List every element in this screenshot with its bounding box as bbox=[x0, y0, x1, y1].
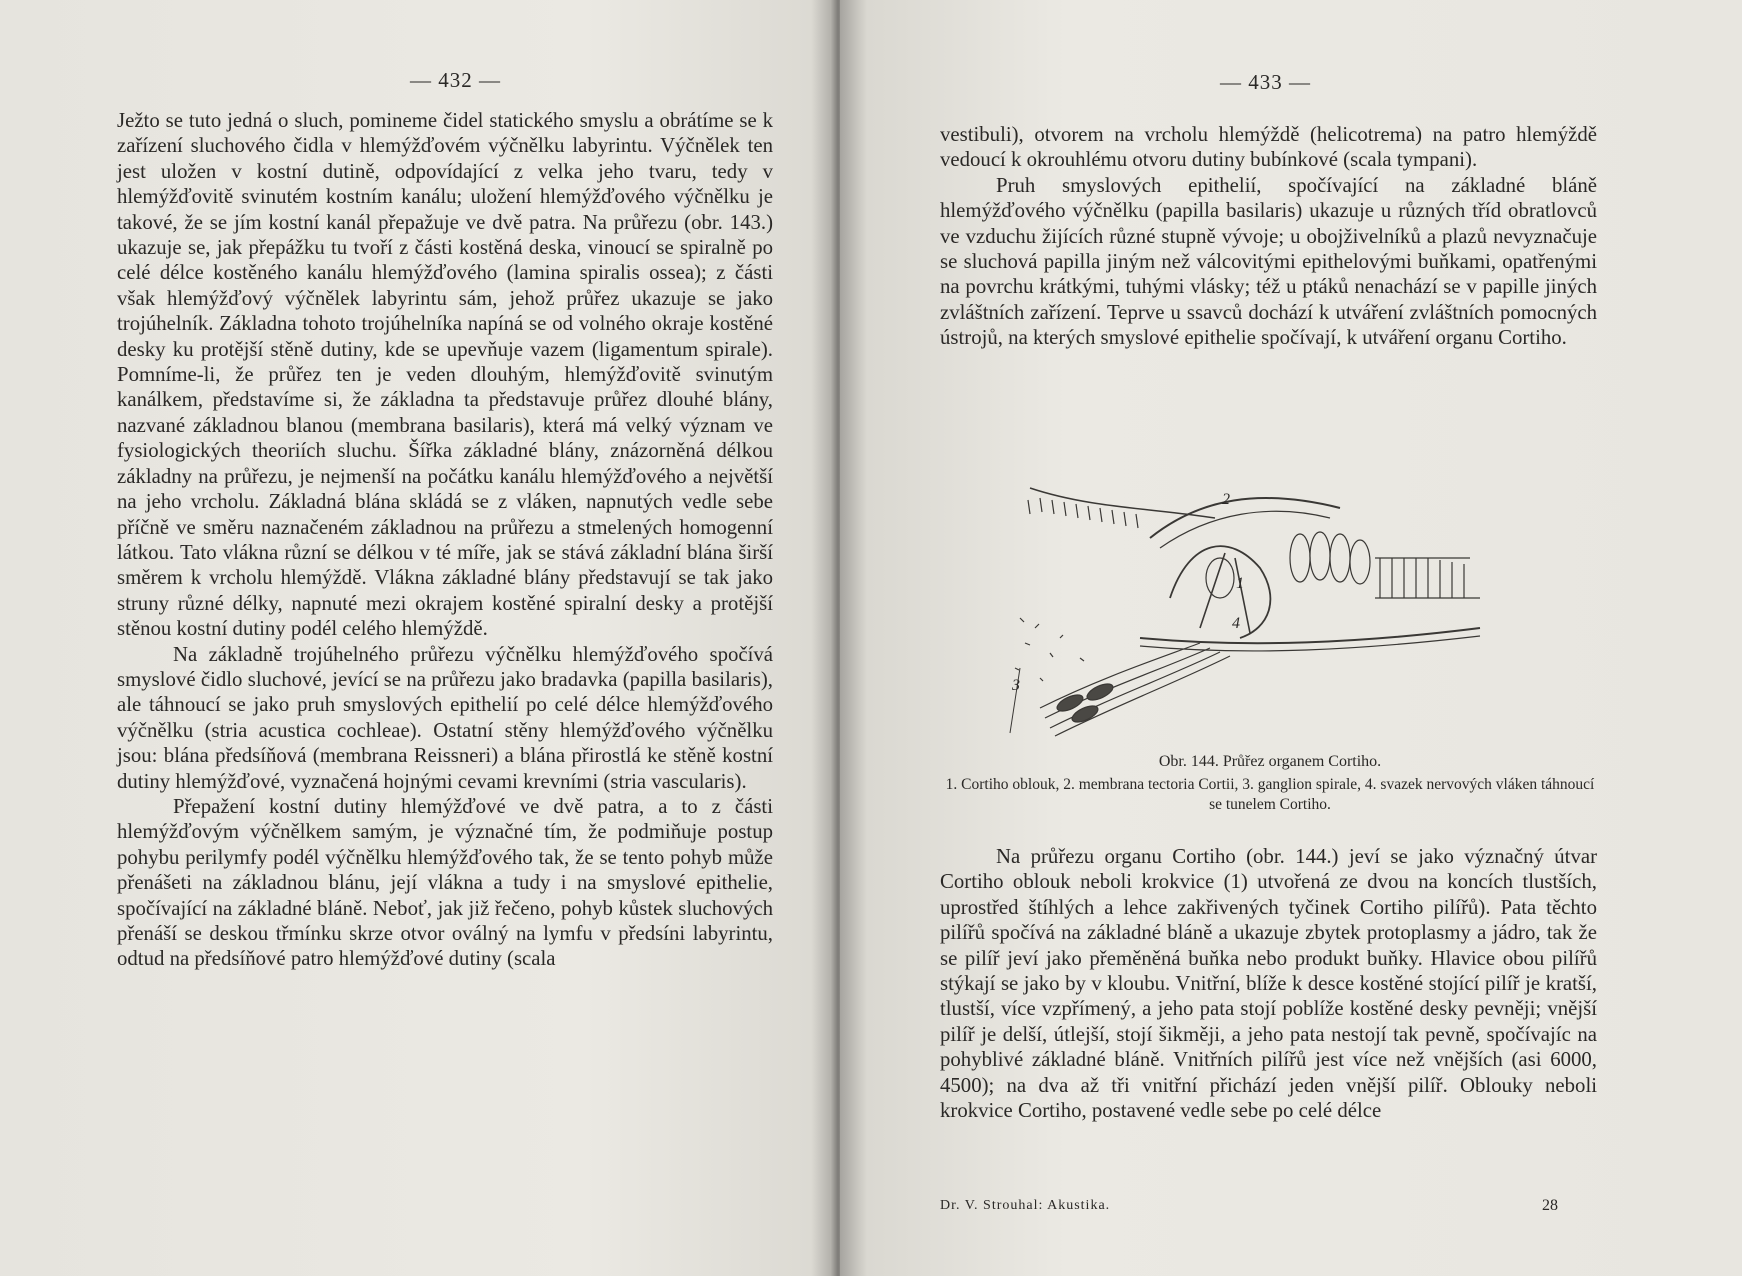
paragraph: Přepažení kostní dutiny hlemýžďové ve dvě patra, a to z části hlemýžďovým výčnělkem samým, je význačné tím, že podmiňuje postup pohybu perilymfy podél výčnělku hlemýžďového tak, že se tento pohyb může přenášeti na základnou blánu, její vlákna a tudy i na smyslové epithelie, spočívající na základné bláně. Neboť, jak již řečeno, pohyb kůstek sluchových přenáší se deskou třmínku skrze otvor oválný na lymfu v předsíni labyrintu, odtud na předsíňové patro hlemýžďové dutiny (scala bbox=[117, 794, 773, 971]
figure-caption-title: Obr. 144. Průřez organem Cortiho. bbox=[1158, 753, 1382, 770]
footer-author: Dr. V. Strouhal: Akustika. bbox=[940, 1198, 1111, 1213]
figure-label-3: 3 bbox=[1012, 677, 1020, 694]
page-number-left: — 432 — bbox=[410, 68, 501, 92]
paragraph: Pruh smyslových epithelií, spočívající na základné bláně hlemýžďového výčnělku (papilla basilaris) ukazuje u různých tříd obratlovců ve vzduchu žijících různé stupně vývoje; u obojživelníků a plazů nevyznačuje se sluchová papilla jiným než válcovitými epithelovými buňkami, opatřenými na povrchu krátkými, tuhými vlásky; též u ptáků nenachází se v papille jiných zvláštních zařízení. Teprve u ssavců dochází k utváření zvláštních pomocných ústrojů, na kterých smyslové epithelie spočívají, k utváření organu Cortiho. bbox=[940, 173, 1597, 350]
figure-label-4: 4 bbox=[1232, 615, 1240, 632]
figure-label-1: 1 bbox=[1236, 575, 1244, 592]
paragraph: Ježto se tuto jedná o sluch, pomineme čidel statického smyslu a obrátíme se k zařízení sluchového čidla v hlemýžďovém výčnělku labyrintu. Výčnělek ten jest uložen v kostní dutině, odpovídající z velka jeho tvaru, tedy v hlemýžďovitě svinutém kostním kanálu; uložení hlemýžďového výčnělku je takové, že se jím kostní kanál přepažuje ve dvě patra. Na průřezu (obr. 143.) ukazuje se, jak přepážku tu tvoří z části kostěná deska, vinoucí se spiralně po celé délce kostěného kanálu hlemýžďového (lamina spiralis ossea); z části však hlemýžďový výčnělek labyrintu sám, jehož průřez ukazuje se jako trojúhelník. Základna tohoto trojúhelníka napíná se od volného okraje kostěné desky ku protější stěně dutiny, kde se upevňuje vazem (ligamentum spirale). Pomníme-li, že průřez ten je veden dlouhým, hlemýžďovitě svinutým kanálkem, představíme si, že základna ta představuje průřez dlouhé blány, nazvané základnou blanou (membrana basilaris), která má velký význam ve fysiologických theoriích sluchu. Šířka základné blány, znázorněná délkou základny na průřezu, je nejmenší na počátku kanálu hlemýžďového a největší na jeho vrcholu. Základná blána skládá se z vláken, napnutých vedle sebe příčně ve směru naznačeném základnou na průřezu a stmelených homogenní látkou. Tato vlákna různí se délkou v té míře, jak se stává základní blána širší směrem k vrcholu hlemýždě. Vlákna základné blány představují se tak jako struny různé délky, napnuté mezi okrajem kostěné spiralní desky a protější stěnou kostní dutiny podél celého hlemýždě. bbox=[117, 109, 773, 641]
figure-label-2: 2 bbox=[1222, 491, 1230, 508]
paragraph: Na základně trojúhelného průřezu výčnělku hlemýžďového spočívá smyslové čidlo sluchové, jevící se na průřezu jako bradavka (papilla basilaris), ale táhnoucí se jako pruh smyslových epithelií po celé délce hlemýžďového výčnělku (stria acustica cochleae). Ostatní stěny hlemýžďového výčnělku jsou: blána předsíňová (membrana Reissneri) a blána přirostlá ke stěně kostní dutiny hlemýžďové, vyznačená hojnými cevami krevními (stria vascularis). bbox=[117, 642, 773, 793]
right-page-text-bottom bbox=[940, 844, 1597, 1123]
organ-of-corti-illustration bbox=[1000, 478, 1490, 748]
page-number-right: — 433 — bbox=[1220, 70, 1311, 94]
paragraph: Na průřezu organu Cortiho (obr. 144.) jeví se jako význačný útvar Cortiho oblouk neboli krokvice (1) utvořená ze dvou na koncích tlustších, uprostřed štíhlých a lehce zakřivených tyčinek Cortiho pilířů). Pata těchto pilířů spočívá na základné bláně a ukazuje zbytek protoplasmy a jádro, tak že se pilíř jeví jako přeměněná buňka nebo produkt buňky. Hlavice obou pilířů stýkají se jako by v kloubu. Vnitřní, blíže k desce kostěné stojící pilíř je kratší, tlustší, více vzpřímený, a jeho pata stojí poblíže kostěné desky pevněji; vnější pilíř je delší, útlejší, stojí šikměji, a jeho pata nestojí tak pevně, spočívajíc na pohyblivé základné bláně. Vnitřních pilířů jest více než vnějších (asi 6000, 4500); na dva až tři vnitřní přichází jeden vnější pilíř. Oblouky neboli krokvice Cortiho, postavené vedle sebe po celé délce bbox=[940, 845, 1597, 1123]
figure-caption-legend: 1. Cortiho oblouk, 2. membrana tectoria Cortii, 3. ganglion spirale, 4. svazek nervových vláken táhnoucí se tunelem Cortiho. bbox=[945, 776, 1595, 813]
left-page-text bbox=[117, 108, 773, 972]
left-page bbox=[0, 0, 836, 1276]
right-page bbox=[840, 0, 1742, 1276]
right-page-text-top bbox=[940, 122, 1597, 351]
paragraph: vestibuli), otvorem na vrcholu hlemýždě (helicotrema) na patro hlemýždě vedoucí k okrouhlému otvoru dutiny bubínkové (scala tympani). bbox=[940, 123, 1597, 172]
footer-signature: 28 bbox=[1542, 1197, 1558, 1214]
